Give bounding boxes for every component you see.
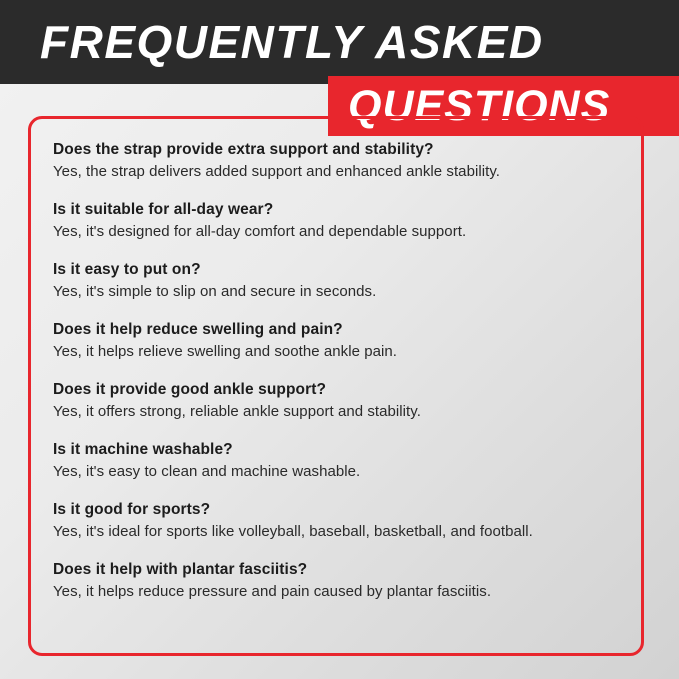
faq-answer: Yes, it's easy to clean and machine washable.	[53, 463, 361, 480]
faq-item	[53, 499, 633, 542]
faq-question: Does the strap provide extra support and stability?	[53, 141, 434, 158]
faq-item	[53, 259, 633, 302]
faq-answer: Yes, it's ideal for sports like volleyball, baseball, basketball, and football.	[53, 523, 533, 540]
faq-question: Does it help with plantar fasciitis?	[53, 561, 308, 578]
faq-question: Is it suitable for all-day wear?	[53, 201, 274, 218]
faq-item	[53, 319, 633, 362]
faq-list	[53, 139, 633, 619]
faq-question: Is it good for sports?	[53, 501, 211, 518]
faq-item	[53, 439, 633, 482]
faq-answer: Yes, it helps reduce pressure and pain caused by plantar fasciitis.	[53, 583, 492, 600]
faq-item	[53, 139, 633, 182]
faq-question: Is it easy to put on?	[53, 261, 201, 278]
faq-question: Is it machine washable?	[53, 441, 233, 458]
faq-answer: Yes, it helps relieve swelling and soothe ankle pain.	[53, 343, 397, 360]
faq-answer: Yes, the strap delivers added support and enhanced ankle stability.	[53, 163, 500, 180]
faq-item	[53, 379, 633, 422]
faq-answer: Yes, it offers strong, reliable ankle support and stability.	[53, 403, 421, 420]
faq-question: Does it help reduce swelling and pain?	[53, 321, 343, 338]
faq-answer: Yes, it's designed for all-day comfort and dependable support.	[53, 223, 467, 240]
faq-answer: Yes, it's simple to slip on and secure in seconds.	[53, 283, 377, 300]
faq-question: Does it provide good ankle support?	[53, 381, 327, 398]
faq-item	[53, 199, 633, 242]
page-title-main: FREQUENTLY ASKED	[40, 16, 544, 68]
page-title-sub: QUESTIONS	[348, 82, 611, 130]
faq-item	[53, 559, 633, 602]
